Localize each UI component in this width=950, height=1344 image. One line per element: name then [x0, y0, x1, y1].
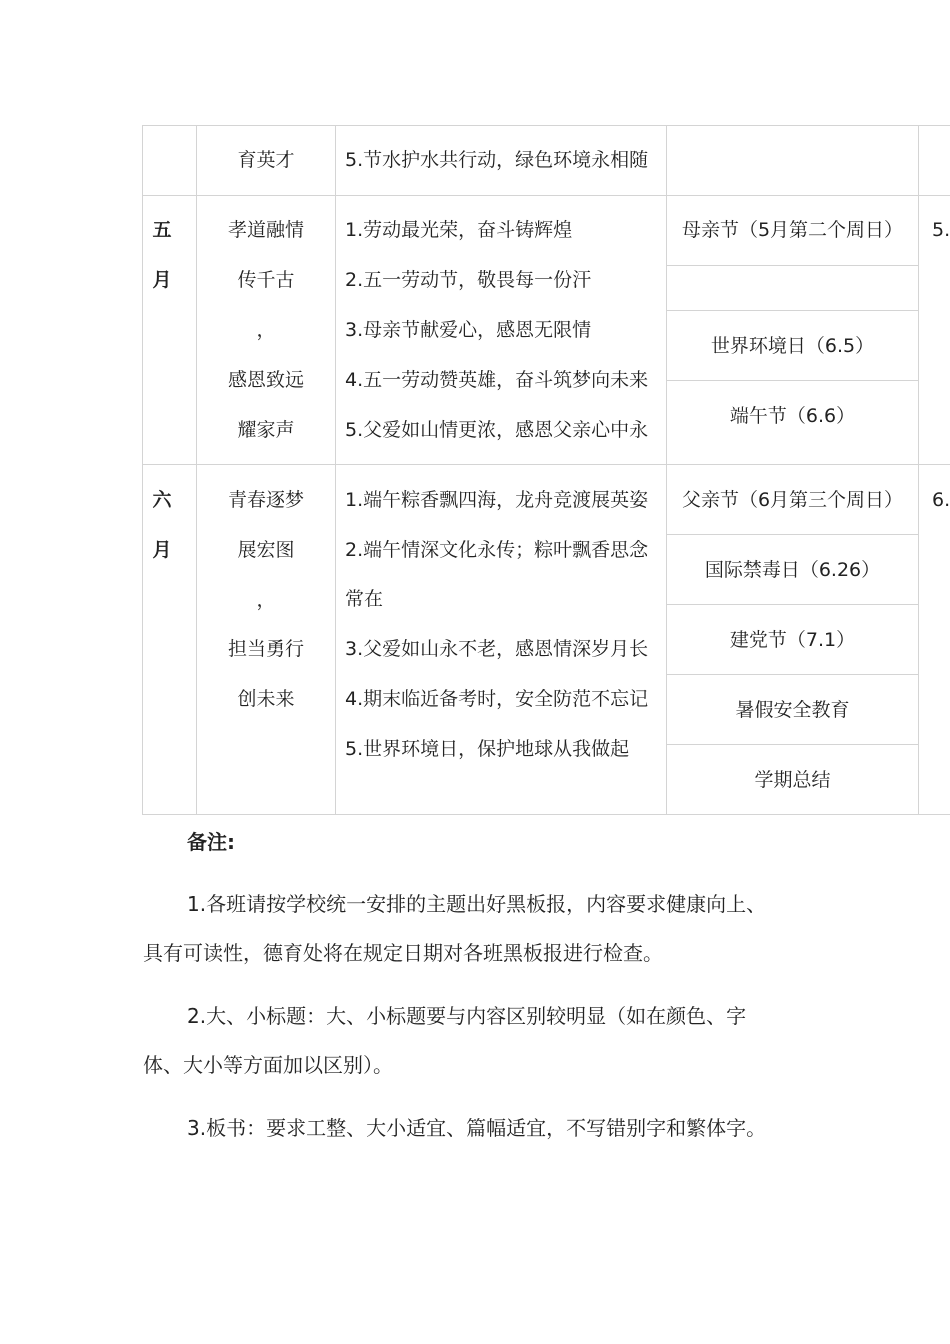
- table-rule: [666, 310, 918, 311]
- note-item-2-line-2: 体、大小等方面加以区别）。: [143, 1053, 393, 1077]
- table-rule: [142, 814, 950, 815]
- extra-column-text: 6.: [932, 489, 950, 511]
- table-rule: [666, 380, 918, 381]
- event-cell: 母亲节（5月第二个周日）: [681, 219, 904, 241]
- theme-line: 展宏图: [237, 539, 295, 561]
- note-item-3-line-1: 3.板书：要求工整、大小适宜、篇幅适宜，不写错别字和繁体字。: [187, 1116, 767, 1140]
- event-cell: 父亲节（6月第三个周日）: [681, 489, 904, 511]
- table-rule: [666, 534, 918, 535]
- table-rule: [918, 125, 919, 815]
- content-line: 1.劳动最光荣，奋斗铸辉煌: [345, 219, 573, 241]
- content-line: 2.五一劳动节，敬畏每一份汗: [345, 269, 592, 291]
- notes-title: 备注:: [187, 830, 235, 854]
- table-rule: [666, 744, 918, 745]
- note-item-1-line-1: 1.各班请按学校统一安排的主题出好黑板报，内容要求健康向上、: [187, 892, 767, 916]
- theme-line: ，: [256, 319, 276, 341]
- content-line: 常在: [345, 588, 384, 610]
- event-cell: 端午节（6.6）: [729, 405, 856, 427]
- content-line: 5.父爱如山情更浓，感恩父亲心中永: [345, 419, 649, 441]
- table-rule: [335, 125, 336, 815]
- content-line: 5.世界环境日，保护地球从我做起: [345, 738, 630, 760]
- content-cell-text: 5.节水护水共行动，绿色环境永相随: [345, 149, 649, 171]
- event-cell: 暑假安全教育: [735, 699, 850, 721]
- theme-line: 孝道融情: [227, 219, 304, 241]
- event-cell: 国际禁毒日（6.26）: [704, 559, 881, 581]
- theme-line: ，: [256, 589, 276, 611]
- month-label: 六: [152, 489, 172, 511]
- theme-line: 传千古: [237, 269, 295, 291]
- event-cell: 世界环境日（6.5）: [710, 335, 875, 357]
- theme-line: 感恩致远: [227, 369, 304, 391]
- content-line: 1.端午粽香飘四海，龙舟竞渡展英姿: [345, 489, 649, 511]
- table-rule: [666, 265, 918, 266]
- note-item-1-line-2: 具有可读性，德育处将在规定日期对各班黑板报进行检查。: [143, 941, 663, 965]
- month-label: 月: [152, 539, 172, 561]
- table-rule: [142, 464, 950, 465]
- table-rule: [142, 125, 950, 126]
- content-line: 4.期末临近备考时，安全防范不忘记: [345, 688, 649, 710]
- event-cell: 建党节（7.1）: [729, 629, 856, 651]
- month-label: 月: [152, 269, 172, 291]
- month-label: 五: [152, 219, 172, 241]
- theme-cell-text: 育英才: [237, 149, 295, 171]
- theme-line: 青春逐梦: [227, 489, 304, 511]
- theme-line: 担当勇行: [227, 638, 304, 660]
- table-rule: [142, 195, 950, 196]
- theme-line: 耀家声: [237, 419, 295, 441]
- event-cell: 学期总结: [754, 769, 831, 791]
- content-line: 2.端午情深文化永传；粽叶飘香思念: [345, 539, 649, 561]
- theme-line: 创未来: [237, 688, 295, 710]
- note-item-2-line-1: 2.大、小标题：大、小标题要与内容区别较明显（如在颜色、字: [187, 1004, 747, 1028]
- extra-column-text: 5.: [932, 219, 950, 241]
- table-rule: [666, 674, 918, 675]
- content-line: 3.母亲节献爱心，感恩无限情: [345, 319, 592, 341]
- content-line: 4.五一劳动赞英雄，奋斗筑梦向未来: [345, 369, 649, 391]
- table-rule: [666, 604, 918, 605]
- content-line: 3.父爱如山永不老，感恩情深岁月长: [345, 638, 649, 660]
